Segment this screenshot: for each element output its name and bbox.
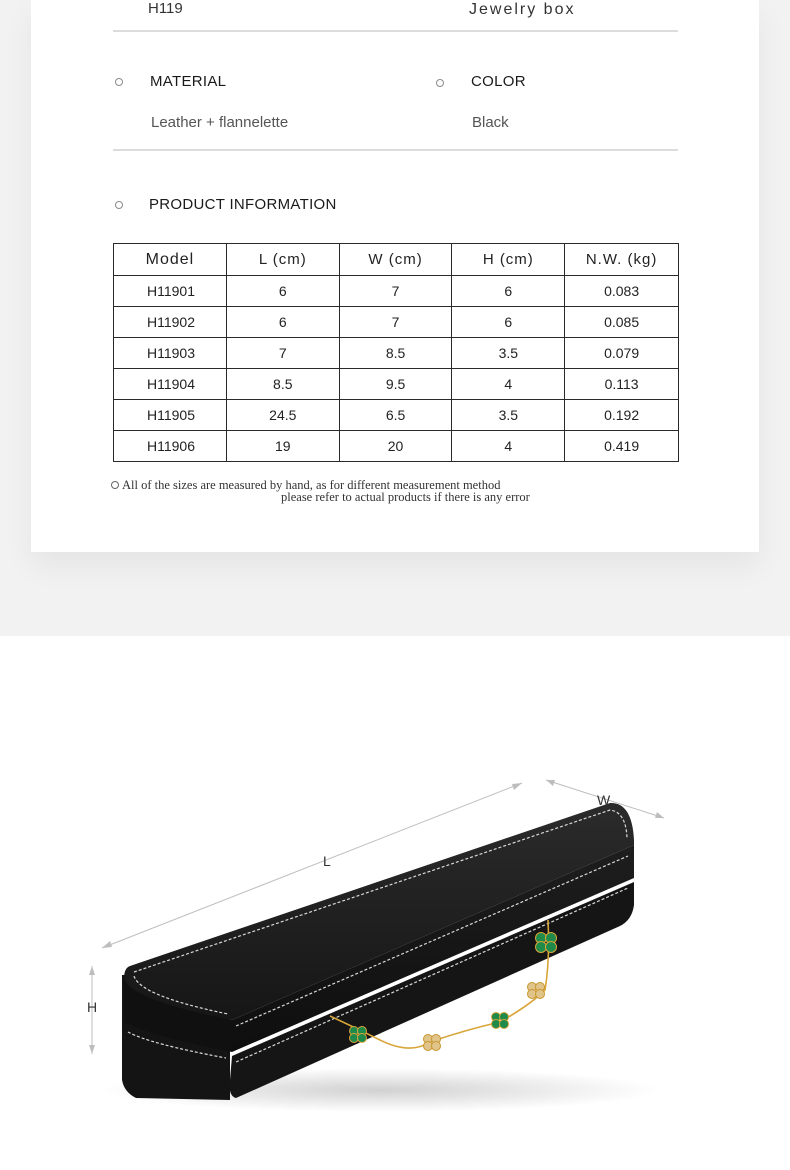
table-cell: H11902 <box>114 307 227 338</box>
column-header: L (cm) <box>226 244 339 276</box>
table-row <box>114 338 679 369</box>
table-cell: 4 <box>452 369 565 400</box>
column-header: Model <box>114 244 227 276</box>
table-cell: 6 <box>452 307 565 338</box>
width-label: W <box>597 792 611 808</box>
spec-table <box>113 243 679 462</box>
table-row <box>114 276 679 307</box>
table-cell: 0.083 <box>565 276 679 307</box>
bullet-icon <box>111 481 119 489</box>
table-cell: 6 <box>226 276 339 307</box>
clover-charm <box>492 1013 509 1029</box>
note-line-1: All of the sizes are measured by hand, as for different measurement method <box>122 478 501 492</box>
material-label: MATERIAL <box>150 73 227 90</box>
note-line-2: please refer to actual products if there is any error <box>281 490 530 504</box>
bullet-icon <box>436 79 444 87</box>
table-cell: H11903 <box>114 338 227 369</box>
table-row <box>114 307 679 338</box>
length-label: L <box>323 853 331 869</box>
height-label: H <box>87 999 98 1015</box>
table-cell: 7 <box>339 307 452 338</box>
table-cell: H11906 <box>114 431 227 462</box>
material-value: Leather + flannelette <box>151 114 289 131</box>
table-cell: 0.192 <box>565 400 679 431</box>
table-cell: 0.113 <box>565 369 679 400</box>
table-cell: 8.5 <box>339 338 452 369</box>
table-row <box>114 431 679 462</box>
table-cell: 0.085 <box>565 307 679 338</box>
table-cell: 3.5 <box>452 400 565 431</box>
table-cell: 20 <box>339 431 452 462</box>
table-row <box>114 369 679 400</box>
clover-charm <box>424 1035 441 1051</box>
table-cell: 0.079 <box>565 338 679 369</box>
color-label: COLOR <box>471 73 526 90</box>
product-info-title: PRODUCT INFORMATION <box>149 196 337 213</box>
table-header-row <box>114 244 679 276</box>
model-value: H119 <box>148 0 183 17</box>
divider <box>113 30 678 32</box>
bullet-icon <box>115 78 123 86</box>
table-cell: 4 <box>452 431 565 462</box>
table-cell: 7 <box>226 338 339 369</box>
table-cell: 3.5 <box>452 338 565 369</box>
table-row <box>114 400 679 431</box>
table-cell: 6.5 <box>339 400 452 431</box>
table-cell: 9.5 <box>339 369 452 400</box>
column-header: N.W. (kg) <box>565 244 679 276</box>
divider <box>113 149 678 151</box>
column-header: H (cm) <box>452 244 565 276</box>
type-value: Jewelry box <box>469 1 576 18</box>
table-cell: H11901 <box>114 276 227 307</box>
column-header: W (cm) <box>339 244 452 276</box>
measurement-note <box>111 479 530 503</box>
product-illustration <box>0 636 790 1170</box>
table-cell: 0.419 <box>565 431 679 462</box>
color-value: Black <box>472 114 509 131</box>
table-cell: 6 <box>226 307 339 338</box>
table-cell: 19 <box>226 431 339 462</box>
table-cell: H11905 <box>114 400 227 431</box>
table-cell: 24.5 <box>226 400 339 431</box>
table-cell: 8.5 <box>226 369 339 400</box>
table-cell: H11904 <box>114 369 227 400</box>
clover-charm <box>528 983 545 999</box>
table-cell: 6 <box>452 276 565 307</box>
table-cell: 7 <box>339 276 452 307</box>
bullet-icon <box>115 201 123 209</box>
